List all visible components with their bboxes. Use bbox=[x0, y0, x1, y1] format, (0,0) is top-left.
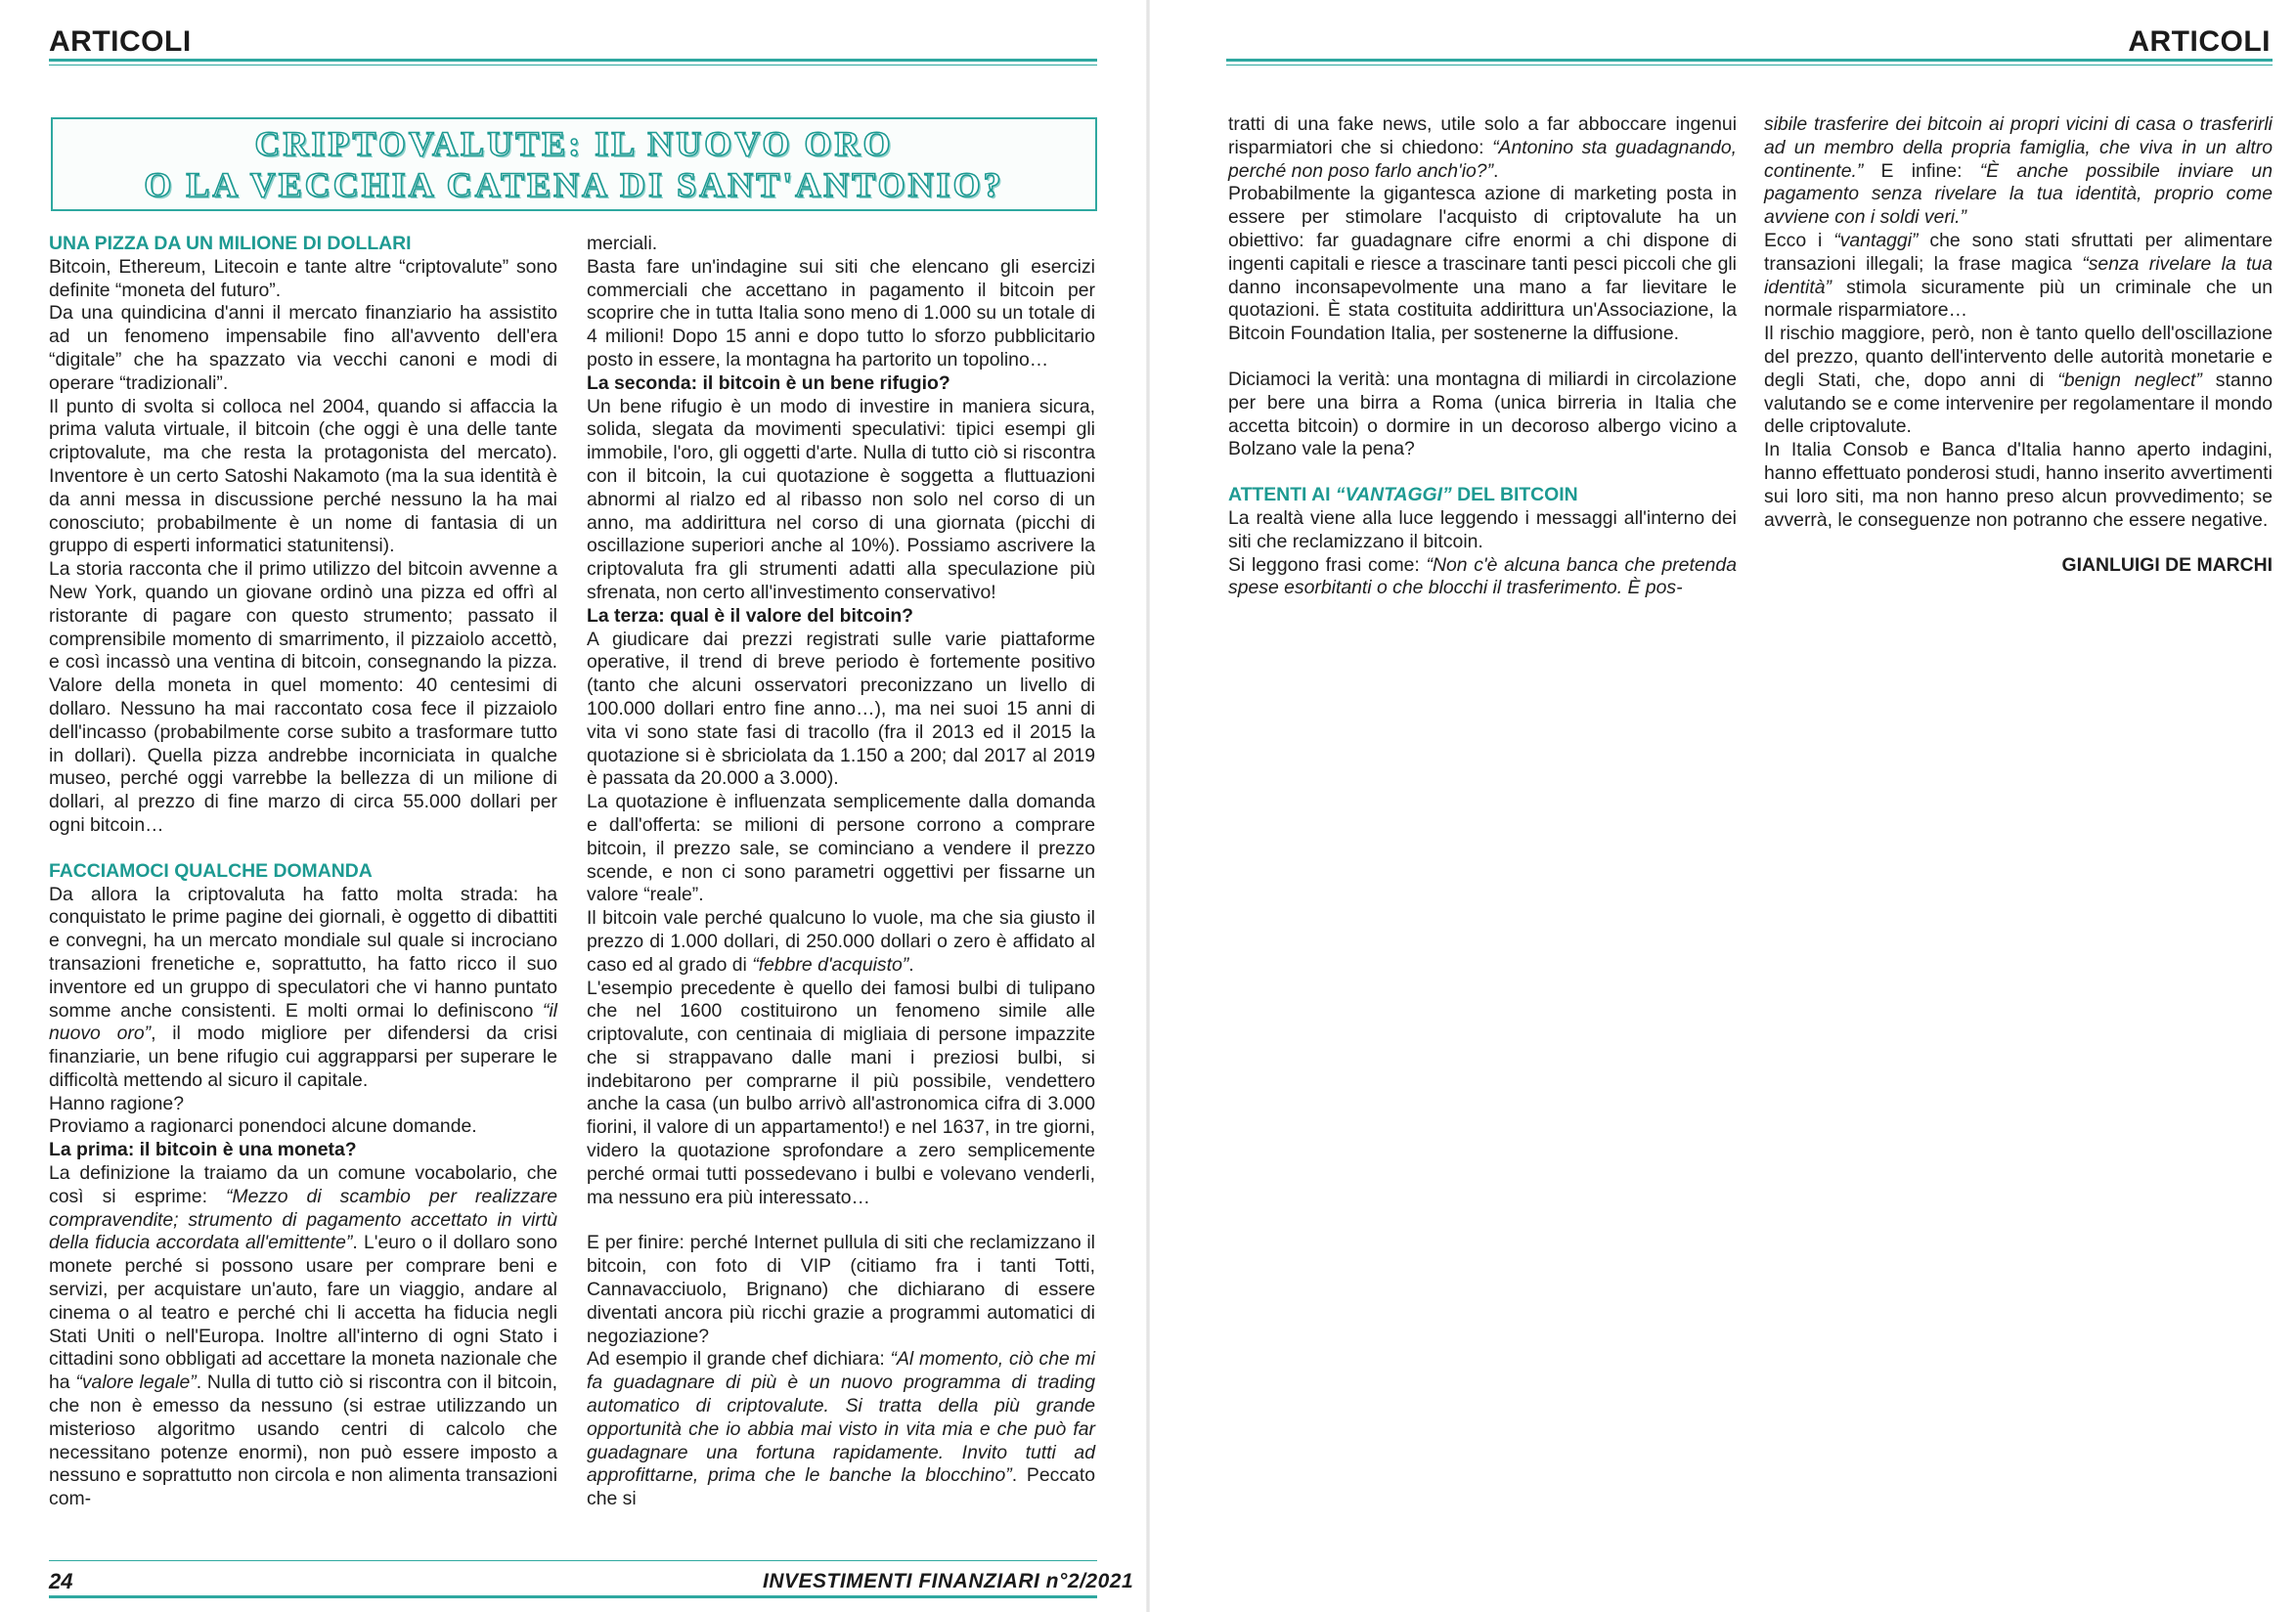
paragraph: La quotazione è influenzata semplicemente dalla domanda e dall'offerta: se milioni di persone corrono a comprare bitcoin, il prezzo sale, se cominciano a vendere il prezzo scende, e non ci sono parametri oggettivi per fissarne un valore “reale”. bbox=[587, 791, 1095, 906]
paragraph: Probabilmente la gigantesca azione di marketing posta in essere per stimolare l'acquisto di criptovalute ha un obiettivo: far guadagnare cifre enormi a chi dispone di ingenti capitali e riesce a trascinare tanti pesci piccoli che gli danno inconsapevolmente una mano a far lievitare le quotazioni. È stata costituita addirittura un'Associazione, la Bitcoin Foundation Italia, per sostenerne la diffusione. bbox=[1228, 183, 1737, 345]
paragraph: merciali. bbox=[587, 233, 658, 254]
paragraph: Da allora la criptovaluta ha fatto molta strada: ha conquistato le prime pagine dei giornali, è oggetto di dibattiti e convegni, ha un mercato mondiale sul quale si incrociano transazioni frenetiche e, soprattutto, ha fatto ricco il suo inventore ed un gruppo di speculatori che vi hanno puntato somme anche consistenti. E molti ormai lo definiscono “il nuovo oro”, il modo migliore per difendersi da crisi finanziarie, un bene rifugio cui aggrapparsi per superare le difficoltà mettendo al sicuro il capitale. bbox=[49, 883, 557, 1091]
column-1 bbox=[49, 233, 557, 1511]
paragraph: In Italia Consob e Banca d'Italia hanno aperto indagini, hanno effettuato ponderosi studi, hanno inserito avvertimenti sui loro siti, ma non hanno preso alcun provvedimento; se avverrà, le conseguenze non potranno che essere negative. bbox=[1764, 439, 2273, 531]
section-label: ARTICOLI bbox=[49, 25, 192, 58]
paragraph: Il rischio maggiore, però, non è tanto quello dell'oscillazione del prezzo, quanto dell'intervento delle autorità monetarie e degli Stati, che, dopo anni di “benign neglect” stanno valutando se e come intervenire per regolamentare il mondo delle criptovalute. bbox=[1764, 323, 2274, 438]
question-heading: La seconda: il bitcoin è un bene rifugio? bbox=[587, 371, 950, 394]
section-label: ARTICOLI bbox=[2128, 25, 2271, 58]
header-rule bbox=[49, 59, 1097, 62]
paragraph: Bitcoin, Ethereum, Litecoin e tante altre “criptovalute” sono definite “moneta del futuro”. bbox=[49, 255, 557, 301]
question-heading: La prima: il bitcoin è una moneta? bbox=[49, 1139, 357, 1161]
paragraph: sibile trasferire dei bitcoin ai propri vicini di casa o trasferirli ad un membro della propria famiglia, che viva in un altro continente.” E infine: “È anche possibile inviare un pagamento senza rivelare la tua identità, proprio come avviene con i soldi veri.” bbox=[1764, 113, 2273, 229]
subheading: FACCIAMOCI QUALCHE DOMANDA bbox=[49, 859, 373, 882]
paragraph: La realtà viene alla luce leggendo i messaggi all'interno dei siti che reclamizzano il bitcoin. bbox=[1228, 506, 1737, 552]
paragraph: Proviamo a ragionarci ponendoci alcune domande. bbox=[49, 1115, 477, 1138]
paragraph: E per finire: perché Internet pullula di siti che reclamizzano il bitcoin, con foto di VIP (citiamo fra i tanti Totti, Cannavacciuolo, Brignano) che dichiarano di essere diventati ancora più ricchi grazie a programmi automatici di negoziazione? bbox=[587, 1232, 1095, 1347]
paragraph: La storia racconta che il primo utilizzo del bitcoin avvenne a New York, quando un giovane ordinò una pizza ed offrì al ristorante di pagare con questo strumento; passato il comprensibile momento di smarrimento, il pizzaiolo accettò, e così incassò una ventina di bitcoin, consegnando la pizza. Valore della moneta in quel momento: 40 centesimi di dollaro. Nessuno ha mai raccontato cosa fece il pizzaiolo dell'incasso (probabilmente corse subito a trasformare tutto in dollari). Quella pizza andrebbe incorniciata in qualche museo, perché oggi varrebbe la bellezza di un milione di dollari, al prezzo di fine marzo di circa 55.000 dollari per ogni bitcoin… bbox=[49, 558, 557, 836]
paragraph: A giudicare dai prezzi registrati sulle varie piattaforme operative, il trend di breve periodo è fortemente positivo (tanto che alcuni osservatori preconizzano un livello di 100.000 dollari entro fine anno…), ma nei suoi 15 anni di vita vi sono state fasi di tracollo (fra il 2013 ed il 2015 la quotazione si è sbriciolata da 1.150 a 200; dal 2017 al 2019 è passata da 20.000 a 3.000). bbox=[587, 628, 1095, 790]
paragraph: Diciamoci la verità: una montagna di miliardi in circolazione per bere una birra a Roma (unica birreria in Italia che accetta bitcoin) o dormire in un decoroso albergo vicino a Bolzano vale la pena? bbox=[1228, 368, 1737, 460]
right-page bbox=[1148, 0, 2296, 1612]
footer-rule bbox=[49, 1595, 1097, 1598]
paragraph: Basta fare un'indagine sui siti che elencano gli esercizi commerciali che accettano in pagamento il bitcoin per scoprire che in tutta Italia sono meno di 1.000 su un totale di 4 milioni! Dopo 15 anni e dopo tutto lo sforzo pubblicitario posto in essere, la montagna ha partorito un topolino… bbox=[587, 255, 1095, 370]
magazine-footer: INVESTIMENTI FINANZIARI n°2/2021 bbox=[763, 1570, 1134, 1592]
subheading: ATTENTI AI “VANTAGGI” DEL BITCOIN bbox=[1228, 484, 1578, 506]
question-heading: La terza: qual è il valore del bitcoin? bbox=[587, 604, 914, 627]
header-rule bbox=[1226, 59, 2273, 62]
column-3 bbox=[1228, 113, 1737, 600]
paragraph: Un bene rifugio è un modo di investire in maniera sicura, solida, slegata da movimenti speculativi: tipici esempi gli immobile, l'oro, gli oggetti d'arte. Nulla di tutto ciò si riscontra con il bitcoin, la cui quotazione è soggetta a fluttuazioni abnormi al rialzo ed al ribasso non solo nel corso di un anno, ma addirittura nel corso di una giornata (picchi di oscillazione superiori anche al 10%). Possiamo ascrivere la criptovaluta fra gli strumenti adatti alla speculazione più sfrenata, non certo all'investimento conservativo! bbox=[587, 395, 1095, 603]
author-signature: GIANLUIGI DE MARCHI bbox=[2061, 554, 2273, 577]
footer-rule-thin bbox=[49, 1560, 1097, 1561]
paragraph: L'esempio precedente è quello dei famosi bulbi di tulipano che nel 1600 costituirono un fenomeno simile alle criptovalute, con centinaia di migliaia di persone impazzite che si strappavano dalle mani i preziosi bulbi, si indebitarono per comprarne il più possibile, vendettero anche la casa (un bulbo arrivò all'astronomica cifra di 3.000 fiorini, il valore di un appartamento!) e nel 1637, in tre giorni, videro la quotazione sprofondare a zero semplicemente perché ormai tutti possedevano i bulbi e volevano venderli, ma nessuno era più interessato… bbox=[587, 977, 1095, 1208]
article-title-line1: CRIPTOVALUTE: IL NUOVO ORO bbox=[254, 124, 894, 163]
paragraph: tratti di una fake news, utile solo a far abboccare ingenui risparmiatori che si chiedono: “Antonino sta guadagnando, perché non poso farlo anch'io?”. bbox=[1228, 113, 1737, 182]
page-number: 24 bbox=[49, 1569, 73, 1593]
paragraph: Si leggono frasi come: “Non c'è alcuna banca che pretenda spese esorbitanti o che blocchi il trasferimento. È pos- bbox=[1228, 553, 1737, 599]
paragraph: Ad esempio il grande chef dichiara: “Al momento, ciò che mi fa guadagnare di più è un nuovo programma di trading automatico di criptovalute. Si tratta della più grande opportunità che io abbia mai visto in vita mia e che può far guadagnare una fortuna rapidamente. Invito tutti ad approfittarne, prima che le banche la blocchino”. Peccato che si bbox=[587, 1348, 1095, 1510]
paragraph: Da una quindicina d'anni il mercato finanziario ha assistito ad un fenomeno impensabile fino all'avvento dell'era “digitale” che ha spazzato via vecchi canoni e modi di operare “tradizionali”. bbox=[49, 302, 557, 394]
paragraph: Il punto di svolta si colloca nel 2004, quando si affaccia la prima valuta virtuale, il bitcoin (che oggi è una delle tante criptovalute, ma che resta la protagonista del mercato). Inventore è un certo Satoshi Nakamoto (ma la sua identità è da anni messa in discussione perché nessuno la ha mai conosciuto; probabilmente è un nome di fantasia di un gruppo di esperti informatici statunitensi). bbox=[49, 395, 557, 557]
paragraph: Ecco i “vantaggi” che sono stati sfruttati per alimentare transazioni illegali; la frase magica “senza rivelare la tua identità” stimola sicuramente più un criminale che un normale risparmiatore… bbox=[1764, 229, 2273, 322]
paragraph: Il bitcoin vale perché qualcuno lo vuole, ma che sia giusto il prezzo di 1.000 dollari, di 250.000 dollari o zero è affidato al caso ed al grado di “febbre d'acquisto”. bbox=[587, 907, 1095, 976]
paragraph: La definizione la traiamo da un comune vocabolario, che così si esprime: “Mezzo di scambio per realizzare compravendite; strumento di pagamento accettato in virtù della fiducia accordata all'emittente”. L'euro o il dollaro sono monete perché si possono usare per comprare beni e servizi, per acquistare un'auto, fare un viaggio, andare al cinema o al teatro e perché chi li accetta ha fiducia negli Stati Uniti o nell'Europa. Inoltre all'interno di ogni Stato i cittadini sono obbligati ad accettare la moneta nazionale che ha “valore legale”. Nulla di tutto ciò si riscontra con il bitcoin, che non è emesso da nessuno (si estrae utilizzando un misterioso algoritmo usando centri di calcolo che necessitano potenze enormi), non può essere imposto a nessuno e soprattutto non circola e non alimenta transazioni com- bbox=[49, 1162, 558, 1510]
column-4 bbox=[1764, 113, 2273, 578]
column-2 bbox=[587, 233, 1095, 1511]
article-title-box bbox=[51, 117, 1097, 211]
paragraph: Hanno ragione? bbox=[49, 1092, 184, 1114]
article-title-line2: O LA VECCHIA CATENA DI SANT'ANTONIO? bbox=[144, 165, 1004, 204]
subheading: UNA PIZZA DA UN MILIONE DI DOLLARI bbox=[49, 233, 412, 254]
